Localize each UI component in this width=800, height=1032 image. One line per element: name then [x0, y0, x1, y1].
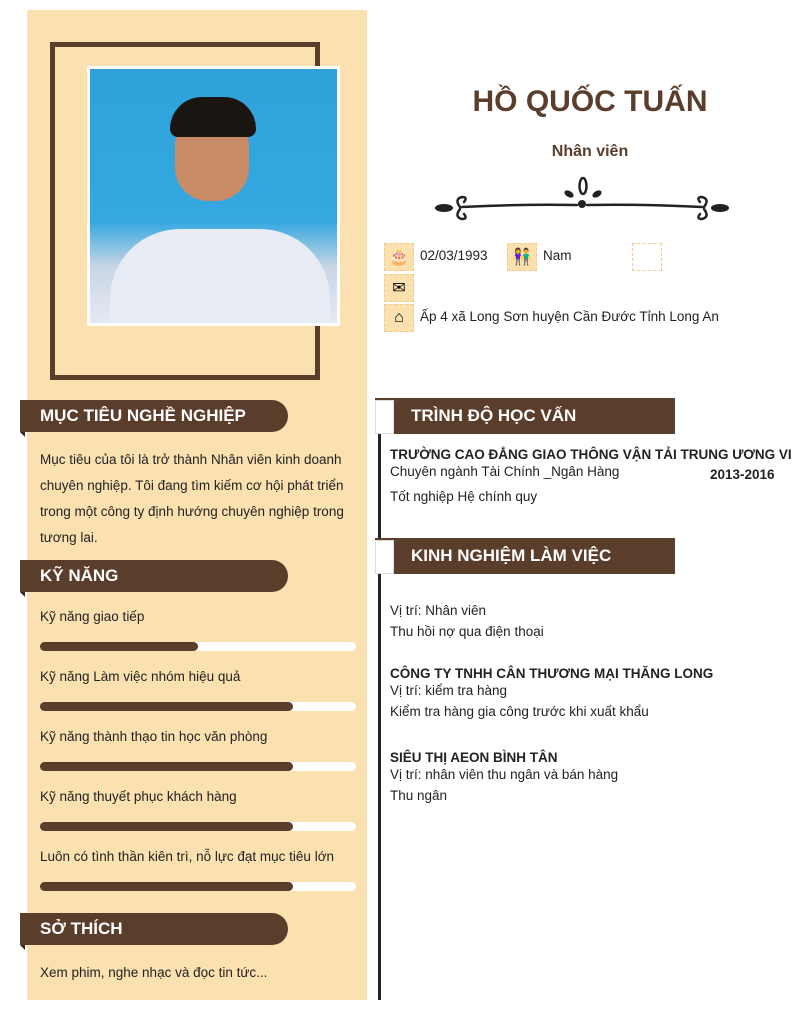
phone-icon: [632, 243, 662, 271]
skill-bar: [40, 642, 356, 651]
job-description: Kiểm tra hàng gia công trước khi xuất khẩu: [390, 704, 649, 719]
skill-label: Kỹ năng giao tiếp: [40, 609, 145, 624]
skill-bar: [40, 882, 356, 891]
job-description: Thu ngân: [390, 788, 448, 803]
skill-bar-fill: [40, 762, 293, 771]
birthday-cake-icon: 🎂: [384, 243, 414, 271]
profile-photo: [87, 66, 340, 326]
birthday: 02/03/1993: [420, 248, 488, 263]
job-company: CÔNG TY TNHH CÂN THƯƠNG MẠI THĂNG LONG: [390, 666, 714, 681]
timeline-line: [378, 400, 381, 1000]
job-company: SIÊU THỊ AEON BÌNH TÂN: [390, 750, 558, 765]
job-position: Vị trí: Nhân viên: [390, 603, 487, 618]
skill-bar-fill: [40, 702, 293, 711]
gender: Nam: [543, 248, 572, 263]
job-position: Vị trí: nhân viên thu ngân và bán hàng: [390, 767, 619, 782]
skill-label: Kỹ năng thuyết phục khách hàng: [40, 789, 237, 804]
job-description: Thu hồi nợ qua điện thoại: [390, 624, 544, 639]
education-period: 2013-2016: [710, 467, 775, 482]
home-icon: ⌂: [384, 304, 414, 332]
skill-bar: [40, 822, 356, 831]
skill-bar-fill: [40, 642, 198, 651]
candidate-name: HỒ QUỐC TUẤN: [472, 85, 708, 118]
gender-icon: 👫: [507, 243, 537, 271]
skill-bar: [40, 702, 356, 711]
job-position: Vị trí: kiểm tra hàng: [390, 683, 508, 698]
education-heading: TRÌNH ĐỘ HỌC VẤN: [375, 398, 675, 434]
objective-text: Mục tiêu của tôi là trở thành Nhân viên kinh doanh chuyên nghiệp. Tôi đang tìm kiếm cơ hội phát triển trong một công ty định hướng chuyên nghiệp trong tương lai.: [40, 452, 344, 545]
ornament-divider-icon: [432, 172, 732, 222]
education-degree: Tốt nghiệp Hệ chính quy: [390, 489, 538, 504]
skill-bar-fill: [40, 822, 293, 831]
education-major: Chuyên ngành Tài Chính _Ngân Hàng: [390, 464, 620, 479]
experience-heading: KINH NGHIỆM LÀM VIỆC: [375, 538, 675, 574]
skill-bar-fill: [40, 882, 293, 891]
hobbies-heading: SỞ THÍCH: [20, 913, 288, 945]
candidate-title: Nhân viên: [551, 143, 629, 160]
objective-heading: MỤC TIÊU NGHỀ NGHIỆP: [20, 400, 288, 432]
skills-heading: KỸ NĂNG: [20, 560, 288, 592]
skill-label: Kỹ năng thành thạo tin học văn phòng: [40, 729, 268, 744]
hobbies-text: Xem phim, nghe nhạc và đọc tin tức...: [40, 965, 268, 980]
skill-label: Luôn có tình thần kiên trì, nỗ lực đạt mục tiêu lớn: [40, 849, 335, 864]
email-icon: ✉: [384, 274, 414, 302]
education-school: TRƯỜNG CAO ĐẲNG GIAO THÔNG VẬN TẢI TRUNG ƯƠNG VI: [390, 447, 792, 462]
skill-bar: [40, 762, 356, 771]
address: Ấp 4 xã Long Sơn huyện Cần Đước Tỉnh Long An: [420, 309, 719, 324]
skill-label: Kỹ năng Làm việc nhóm hiệu quả: [40, 669, 241, 684]
